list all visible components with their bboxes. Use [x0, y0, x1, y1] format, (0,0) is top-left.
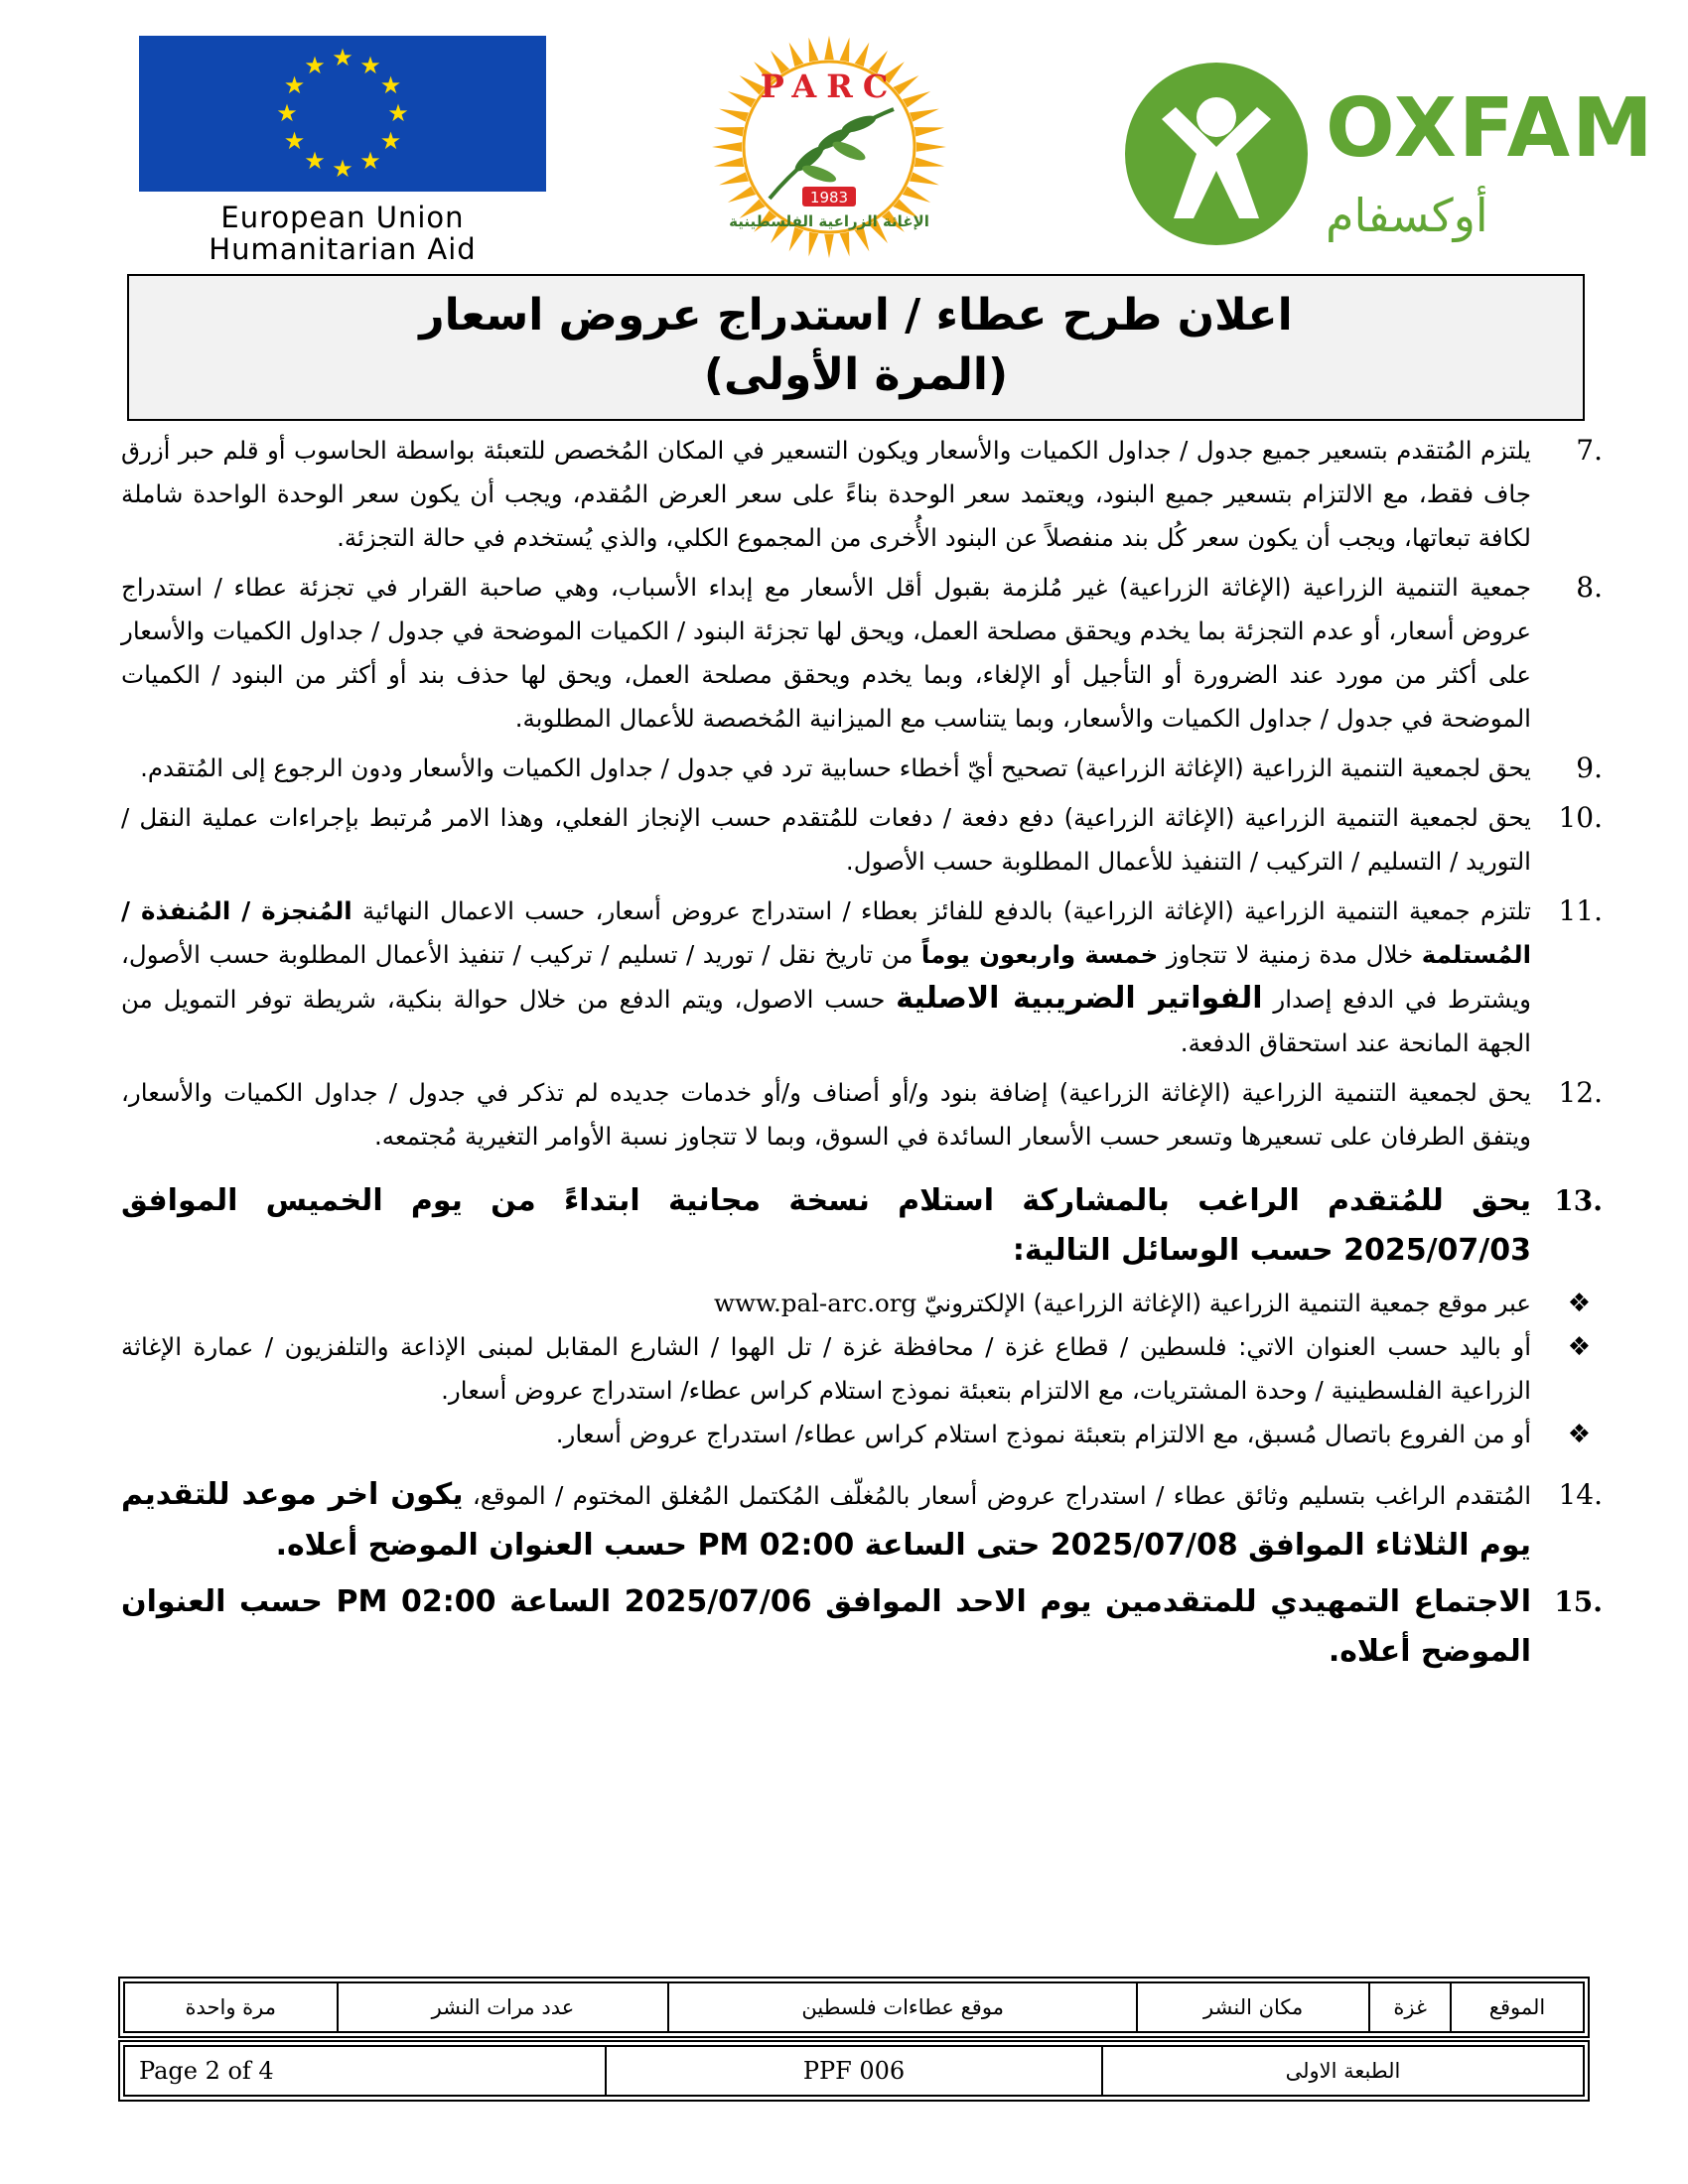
- delivery-methods-list: [121, 1282, 1591, 1456]
- item-number: 15.: [1554, 1585, 1603, 1618]
- condition-item: [121, 1577, 1603, 1677]
- eu-star-icon: ★: [387, 99, 409, 127]
- item-text: حسب الاصول، ويتم الدفع من خلال حوالة بنكية، شريطة توفر التمويل من الجهة المانحة عند استحقاق الدفعة.: [121, 985, 1531, 1057]
- condition-item: [121, 1470, 1603, 1571]
- eu-star-icon: ★: [304, 147, 326, 176]
- condition-item: [121, 1176, 1603, 1276]
- list-item: [121, 1282, 1591, 1325]
- edition-label: الطبعة الاولى: [1102, 2046, 1584, 2096]
- item-bold-text: الفواتير الضريبية الاصلية: [896, 981, 1263, 1016]
- table-cell: غزة: [1369, 1982, 1451, 2032]
- announcement-subtitle: (المرة الأولى): [703, 349, 1009, 400]
- list-item: [121, 1413, 1591, 1456]
- eu-star-icon: ★: [379, 71, 402, 99]
- item-bold-text: خمسة واربعون يوماً: [920, 940, 1159, 969]
- item-text: يلتزم المُتقدم بتسعير جميع جدول / جداول الكميات والأسعار ويكون التسعير في المكان المُخصص للتعبئة بواسطة الحاسوب أو قلم حبر أزرق جاف فقط، مع الالتزام بتسعير جميع البنود، ويعتمد سعر الوحدة بناءً على سعر العرض المُقدم، ويجب أن يكون سعر الوحدة الواحدة شاملة لكافة تبعاتها، ويجب أن يكون سعر كُل بند منفصلاً عن البنود الأُخرى من المجموع الكلي، والذي يُستخدم في حالة التجزئة.: [121, 436, 1531, 552]
- table-cell: موقع عطاءات فلسطين: [668, 1982, 1137, 2032]
- oxfam-logo: [1122, 40, 1655, 268]
- eu-text-line1: European Union: [220, 201, 465, 234]
- website-link[interactable]: www.pal-arc.org: [714, 1289, 917, 1317]
- condition-item: [121, 796, 1603, 884]
- table-row: [124, 1982, 1584, 2032]
- eu-flag: [139, 36, 546, 192]
- sun-ray: [839, 230, 850, 257]
- oxfam-arabic-wordmark: أوكسفام: [1326, 189, 1488, 242]
- eu-star-icon: ★: [283, 127, 306, 155]
- list-item: [121, 1325, 1591, 1413]
- eu-star-icon: ★: [332, 155, 353, 183]
- parc-text: PARC: [760, 68, 899, 105]
- table-cell: مكان النشر: [1137, 1982, 1369, 2032]
- condition-item: [121, 566, 1603, 741]
- condition-item: [121, 747, 1603, 790]
- item-number: 7.: [1576, 434, 1603, 467]
- eu-star-icon: ★: [276, 99, 298, 127]
- logo-bar: [129, 30, 1655, 268]
- sun-ray: [714, 127, 747, 137]
- table-cell: مرة واحدة: [124, 1982, 338, 2032]
- announcement-title: اعلان طرح عطاء / استدراج عروض اسعار: [419, 290, 1293, 341]
- sun-ray: [824, 232, 834, 258]
- oxfam-wordmark: OXFAM: [1326, 81, 1655, 176]
- eu-star-icon: ★: [359, 51, 381, 79]
- eu-star-icon: ★: [359, 147, 381, 176]
- item-text: خلال مدة زمنية لا تتجاوز: [1158, 940, 1422, 969]
- table-row: [124, 2046, 1584, 2096]
- list-item-text: عبر موقع جمعية التنمية الزراعية (الإغاثة الزراعية) الإلكترونيّ: [916, 1289, 1531, 1317]
- condition-item: [121, 889, 1603, 1065]
- item-number: 14.: [1558, 1478, 1603, 1511]
- item-text: تلتزم جمعية التنمية الزراعية (الإغاثة الزراعية) بالدفع للفائز بعطاء / استدراج عروض أسعار، حسب الاعمال النهائية: [352, 896, 1531, 925]
- item-text: المُتقدم الراغب بتسليم وثائق عطاء / استدراج عروض أسعار بالمُغلّف المُكتمل المُغلق المختوم / الموقع،: [463, 1481, 1532, 1510]
- item-number: 12.: [1558, 1076, 1603, 1109]
- sun-ray: [839, 38, 850, 65]
- sun-ray: [809, 38, 820, 65]
- condition-item: [121, 1071, 1603, 1159]
- eu-star-icon: ★: [304, 51, 326, 79]
- sun-ray: [914, 142, 946, 152]
- item-number: 10.: [1558, 801, 1603, 834]
- parc-year: 1983: [809, 189, 849, 206]
- sun-ray: [712, 142, 744, 152]
- sun-ray: [913, 157, 945, 167]
- parc-arabic-name: الإغاثة الزراعية الفلسطينية: [729, 212, 929, 230]
- diamond-bullet-icon: ❖: [1567, 1420, 1591, 1449]
- item-number: 8.: [1576, 571, 1603, 604]
- list-item-text: أو من الفروع باتصال مُسبق، مع الالتزام بتعبئة نموذج استلام كراس عطاء/ استدراج عروض أسعار.: [555, 1420, 1531, 1448]
- diamond-bullet-icon: ❖: [1567, 1289, 1591, 1318]
- oxfam-emblem-icon: [1122, 60, 1311, 248]
- condition-item: [121, 429, 1603, 560]
- eu-humanitarian-aid-logo: [139, 36, 546, 265]
- eu-star-icon: ★: [332, 44, 353, 71]
- table-cell: عدد مرات النشر: [338, 1982, 669, 2032]
- sun-ray: [913, 127, 945, 137]
- form-code: PPF 006: [606, 2046, 1102, 2096]
- eu-star-icon: ★: [283, 71, 306, 99]
- document-footer-table: [123, 2045, 1585, 2097]
- item-text: يحق لجمعية التنمية الزراعية (الإغاثة الزراعية) دفع دفعة / دفعات للمُتقدم حسب الإنجاز الفعلي، وهذا الامر مُرتبط بإجراءات عملية النقل / التوريد / التسليم / التركيب / التنفيذ للأعمال المطلوبة حسب الأصول.: [121, 803, 1531, 876]
- announcement-title-box: [127, 274, 1585, 421]
- sun-ray: [809, 230, 820, 257]
- item-number: 11.: [1558, 894, 1603, 927]
- publication-info-table: [123, 1981, 1585, 2033]
- item-bold-text: يكون اخر موعد للتقديم يوم الثلاثاء الموافق 2025/07/08 حتى الساعة 02:00 PM حسب العنوان الموضح أعلاه.: [121, 1477, 1531, 1563]
- item-number: 9.: [1576, 751, 1603, 784]
- sun-ray: [824, 36, 834, 62]
- item-text: يحق لجمعية التنمية الزراعية (الإغاثة الزراعية) إضافة بنود و/أو أصناف و/أو خدمات جديده لم تذكر في جدول / جداول الكميات والأسعار، ويتفق الطرفان على تسعيرها وتسعر حسب الأسعار السائدة في السوق، وبما لا تتجاوز نسبة الأوامر التغيرية مُجتمعه.: [121, 1078, 1531, 1151]
- eu-star-icon: ★: [379, 127, 402, 155]
- item-text: يحق للمُتقدم الراغب بالمشاركة استلام نسخة مجانية ابتداءً من يوم الخميس الموافق 2025/07/03 حسب الوسائل التالية:: [121, 1183, 1531, 1268]
- item-bold-text: المُنجزة / المُنفذة / المُستلمة: [121, 896, 1532, 969]
- item-text: جمعية التنمية الزراعية (الإغاثة الزراعية) غير مُلزمة بقبول أقل الأسعار مع إبداء الأسباب، وهي صاحبة القرار في تجزئة عطاء / استدراج عروض أسعار، أو عدم التجزئة بما يخدم ويحقق مصلحة العمل، ويحق لها تجزئة البنود / الكميات الموضحة في جدول / جداول الكميات والأسعار على أكثر من مورد عند الضرورة أو التأجيل أو الإلغاء، وبما يخدم ويحقق مصلحة العمل، ويحق لها حذف بند أو أكثر من البنود / الكميات الموضحة في جدول / جداول الكميات والأسعار، وبما يتناسب مع الميزانية المُخصصة للأعمال المطلوبة.: [121, 573, 1531, 733]
- sun-ray: [714, 157, 747, 167]
- item-text: الاجتماع التمهيدي للمتقدمين يوم الاحد الموافق 2025/07/06 الساعة 02:00 PM حسب العنوان الموضح أعلاه.: [121, 1584, 1531, 1669]
- item-number: 13.: [1554, 1184, 1603, 1217]
- diamond-bullet-icon: ❖: [1567, 1332, 1591, 1362]
- eu-logo-text: [139, 202, 546, 265]
- item-text: يحق لجمعية التنمية الزراعية (الإغاثة الزراعية) تصحيح أيّ أخطاء حسابية ترد في جدول / جداول الكميات والأسعار ودون الرجوع إلى المُتقدم.: [140, 753, 1531, 782]
- parc-emblem-icon: [621, 30, 1038, 268]
- table-cell: الموقع: [1451, 1982, 1584, 2032]
- page-number: Page 2 of 4: [124, 2046, 606, 2096]
- conditions-list: [121, 429, 1603, 1683]
- list-item-text: أو باليد حسب العنوان الاتي: فلسطين / قطاع غزة / محافظة غزة / تل الهوا / الشارع المقابل لمبنى الإذاعة والتلفزيون / عمارة الإغاثة الزراعية الفلسطينية / وحدة المشتريات، مع الالتزام بتعبئة نموذج استلام كراس عطاء/ استدراج عروض أسعار.: [121, 1332, 1531, 1405]
- parc-logo: [621, 30, 1038, 268]
- eu-text-line2: Humanitarian Aid: [209, 232, 477, 266]
- item-text: من تاريخ نقل / توريد / تسليم / تركيب / تنفيذ الأعمال المطلوبة حسب الأصول، ويشترط في الدفع إصدار: [121, 940, 1532, 1014]
